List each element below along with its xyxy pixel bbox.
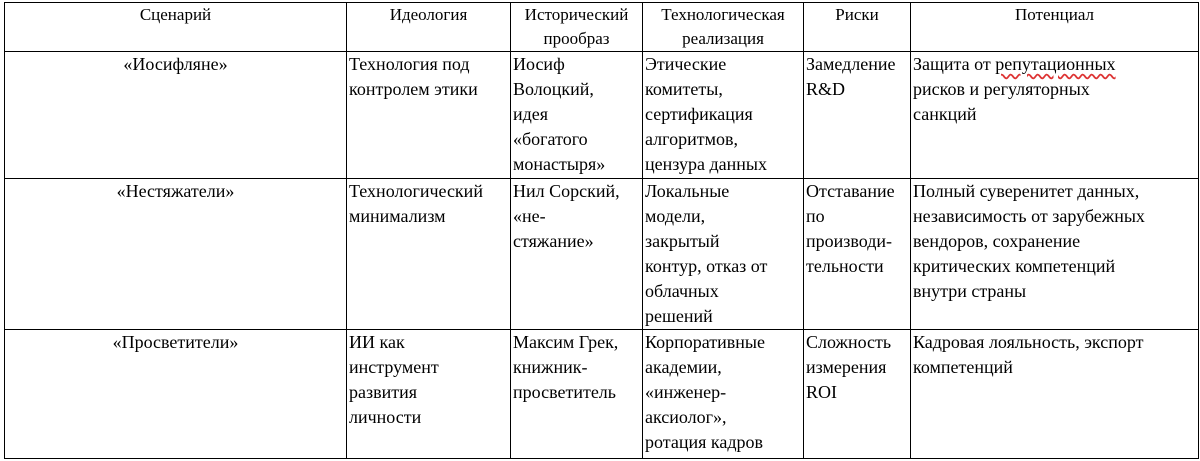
- risks-text: Сложность измерения ROI: [806, 332, 892, 402]
- prototype-text: Иосиф Волоцкий, идея «богатого монастыря»: [513, 54, 606, 174]
- cell-risks: [804, 52, 911, 179]
- cell-risks: [804, 179, 911, 330]
- potential-text: Кадровая лояльность, экспорт компетенций: [913, 332, 1144, 377]
- cell-potential: [911, 179, 1199, 330]
- prototype-text: Максим Грек, книжник- просветитель: [513, 332, 619, 402]
- cell-scenario: [5, 330, 347, 459]
- potential-text: Полный суверенитет данных, независимость от зарубежных вендоров, сохранение критических компетенций внутри страны: [913, 181, 1145, 301]
- implementation-text: Корпоративные академии, «инженер- аксиолог», ротация кадров: [645, 332, 765, 452]
- cell-ideology: [347, 52, 511, 179]
- scenario-label: «Нестяжатели»: [116, 181, 235, 201]
- cell-implementation: [643, 52, 804, 179]
- risks-text: Замедление R&D: [806, 54, 896, 99]
- table-row: [5, 52, 1199, 179]
- header-historical-prototype: Исторический прообраз: [511, 3, 643, 52]
- scenarios-table: [4, 2, 1199, 459]
- ideology-text: ИИ как инструмент развития личности: [349, 332, 439, 427]
- cell-ideology: [347, 330, 511, 459]
- cell-potential: [911, 330, 1199, 459]
- scenario-label: «Просветители»: [112, 332, 239, 352]
- spellcheck-underlined-word: репутационных: [995, 54, 1116, 74]
- cell-prototype: [511, 179, 643, 330]
- potential-text-start: Защита от: [913, 54, 996, 74]
- cell-implementation: [643, 179, 804, 330]
- implementation-text: Этические комитеты, сертификация алгоритмов, цензура данных: [645, 54, 767, 174]
- table-row: [5, 179, 1199, 330]
- table-header-row: [5, 3, 1199, 52]
- cell-implementation: [643, 330, 804, 459]
- potential-text-end: рисков и регуляторных санкций: [913, 79, 1090, 124]
- cell-ideology: [347, 179, 511, 330]
- table-row: [5, 330, 1199, 459]
- cell-potential: [911, 52, 1199, 179]
- header-risks: Риски: [804, 3, 911, 52]
- cell-prototype: [511, 330, 643, 459]
- implementation-text: Локальные модели, закрытый контур, отказ от облачных решений: [645, 181, 768, 326]
- risks-text: Отставание по производи- тельности: [806, 181, 895, 276]
- header-tech-implementation: Технологическая реализация: [643, 3, 804, 52]
- header-ideology: Идеология: [347, 3, 511, 52]
- prototype-text: Нил Сорский, «не- стяжание»: [513, 181, 620, 251]
- ideology-text: Технологический минимализм: [349, 181, 483, 226]
- cell-prototype: [511, 52, 643, 179]
- cell-scenario: [5, 52, 347, 179]
- scenario-label: «Иосифляне»: [123, 54, 228, 74]
- cell-risks: [804, 330, 911, 459]
- ideology-text: Технология под контролем этики: [349, 54, 478, 99]
- cell-scenario: [5, 179, 347, 330]
- header-scenario: Сценарий: [5, 3, 347, 52]
- header-potential: Потенциал: [911, 3, 1199, 52]
